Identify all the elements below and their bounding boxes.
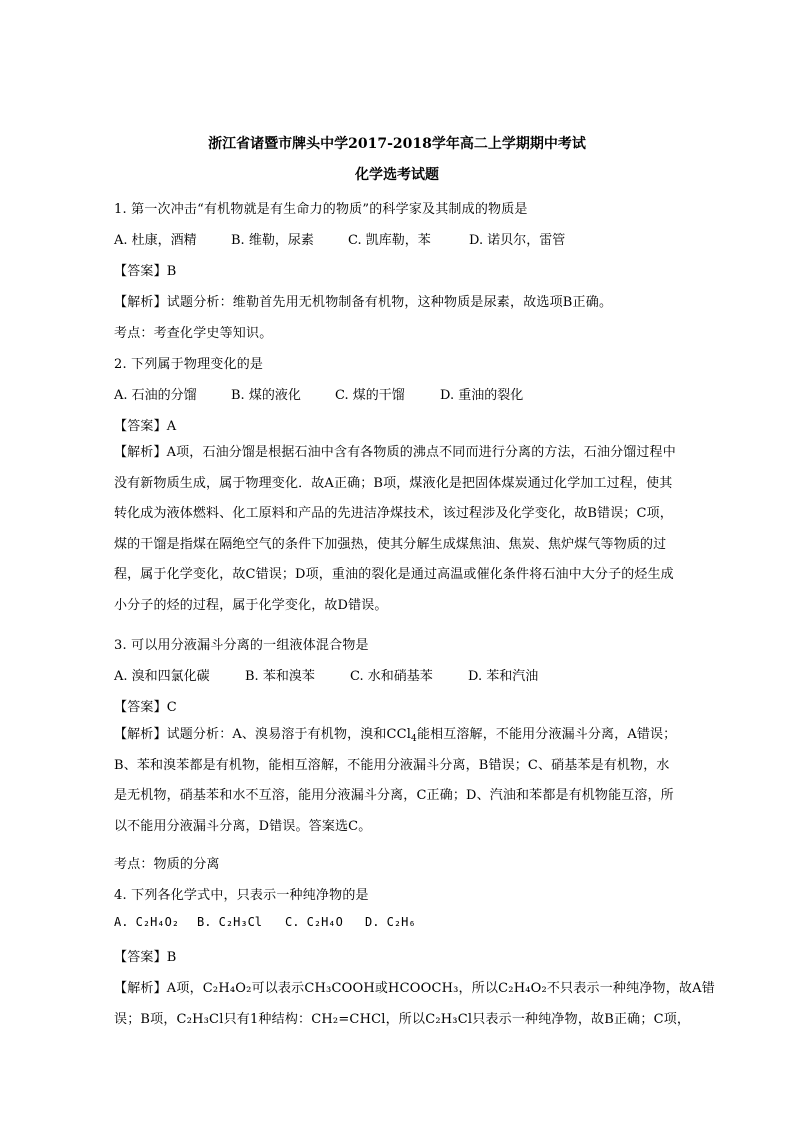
q2-option-c: C. 煤的干馏 [335, 388, 405, 403]
q2-options [114, 384, 523, 403]
q1-options [114, 229, 565, 248]
q3-option-d: D. 苯和汽油 [468, 669, 539, 684]
q3-analysis-part2: 能相互溶解，不能用分液漏斗分离，A错误；B、苯和溴苯都是有机物，能相互溶解，不能用分液漏斗分离，B错误；C、硝基苯是有机物，水是无机物，硝基苯和水不互溶，能用分液漏斗分离，C正确；D、汽油和苯都是有机物能互溶，所以不能用分液漏斗分离，D错误。答案选C。 [114, 727, 677, 834]
q4-stem: 4. 下列各化学式中，只表示一种纯净物的是 [114, 888, 369, 903]
q4-option-d: D. C₂H₆ [365, 915, 416, 929]
q4-option-b: B. C₂H₃Cl [197, 915, 263, 929]
q3-option-b: B. 苯和溴苯 [245, 669, 315, 684]
q4-answer: 【答案】B [114, 950, 177, 965]
q1-knowledge-point: 考点：考查化学史等知识。 [114, 326, 273, 341]
q3-knowledge-point: 考点：物质的分离 [114, 857, 220, 872]
q2-option-d: D. 重油的裂化 [440, 388, 524, 403]
exam-title: 浙江省诸暨市牌头中学2017-2018学年高二上学期期中考试 [208, 136, 586, 152]
q3-answer: 【答案】C [114, 700, 177, 715]
q2-option-a: A. 石油的分馏 [114, 388, 197, 403]
q1-option-c: C. 凯库勒，苯 [348, 233, 431, 248]
q4-analysis-line1: 【解析】A项，C₂H₄O₂可以表示CH₃COOH或HCOOCH₃，所以C₂H₄O₂不只表示一种纯净物，故A错 [114, 981, 715, 996]
q1-analysis: 【解析】试题分析：维勒首先用无机物制备有机物，这种物质是尿素，故选项B正确。 [114, 295, 613, 310]
q3-options [114, 665, 538, 684]
q3-option-c: C. 水和硝基苯 [350, 669, 433, 684]
q2-option-b: B. 煤的液化 [231, 388, 301, 403]
exam-subtitle: 化学选考试题 [355, 167, 439, 183]
q3-analysis-subscript: 4 [411, 734, 417, 744]
q1-stem: 1. 第一次冲击“有机物就是有生命力的物质”的科学家及其制成的物质是 [114, 202, 528, 217]
q1-option-a: A. 杜康，酒精 [114, 233, 197, 248]
q4-option-a: A. C₂H₄O₂ [114, 915, 180, 929]
q1-answer: 【答案】B [114, 264, 177, 279]
q3-analysis-part1: 【解析】试题分析：A、溴易溶于有机物，溴和CCl [114, 727, 412, 742]
q1-option-b: B. 维勒，尿素 [231, 233, 314, 248]
q4-analysis-line2: 误；B项，C₂H₃Cl只有1种结构：CH₂=CHCl，所以C₂H₃Cl只表示一种纯净物，故B正确；C项， [114, 1012, 691, 1027]
q3-stem: 3. 可以用分液漏斗分离的一组液体混合物是 [114, 638, 369, 653]
q2-analysis: 【解析】A项，石油分馏是根据石油中含有各物质的沸点不同而进行分离的方法，石油分馏过程中没有新物质生成，属于物理变化．故A正确；B项，煤液化是把固体煤炭通过化学加工过程，使其转化成为液体燃料、化工原料和产品的先进洁净煤技术，该过程涉及化学变化，故B错误；C项，煤的干馏是指煤在隔绝空气的条件下加强热，使其分解生成煤焦油、焦炭、焦炉煤气等物质的过程，属于化学变化，故C错误；D项，重油的裂化是通过高温或催化条件将石油中大分子的烃生成小分子的烃的过程，属于化学变化，故D错误。 [114, 445, 676, 613]
q3-option-a: A. 溴和四氯化碳 [114, 669, 210, 684]
q3-analysis [114, 720, 682, 842]
q1-option-d: D. 诺贝尔，雷管 [469, 233, 566, 248]
q2-answer: 【答案】A [114, 419, 177, 434]
q4-option-c: C. C₂H₄O [285, 915, 343, 929]
q4-options [114, 915, 416, 929]
q2-stem: 2. 下列属于物理变化的是 [114, 357, 264, 372]
